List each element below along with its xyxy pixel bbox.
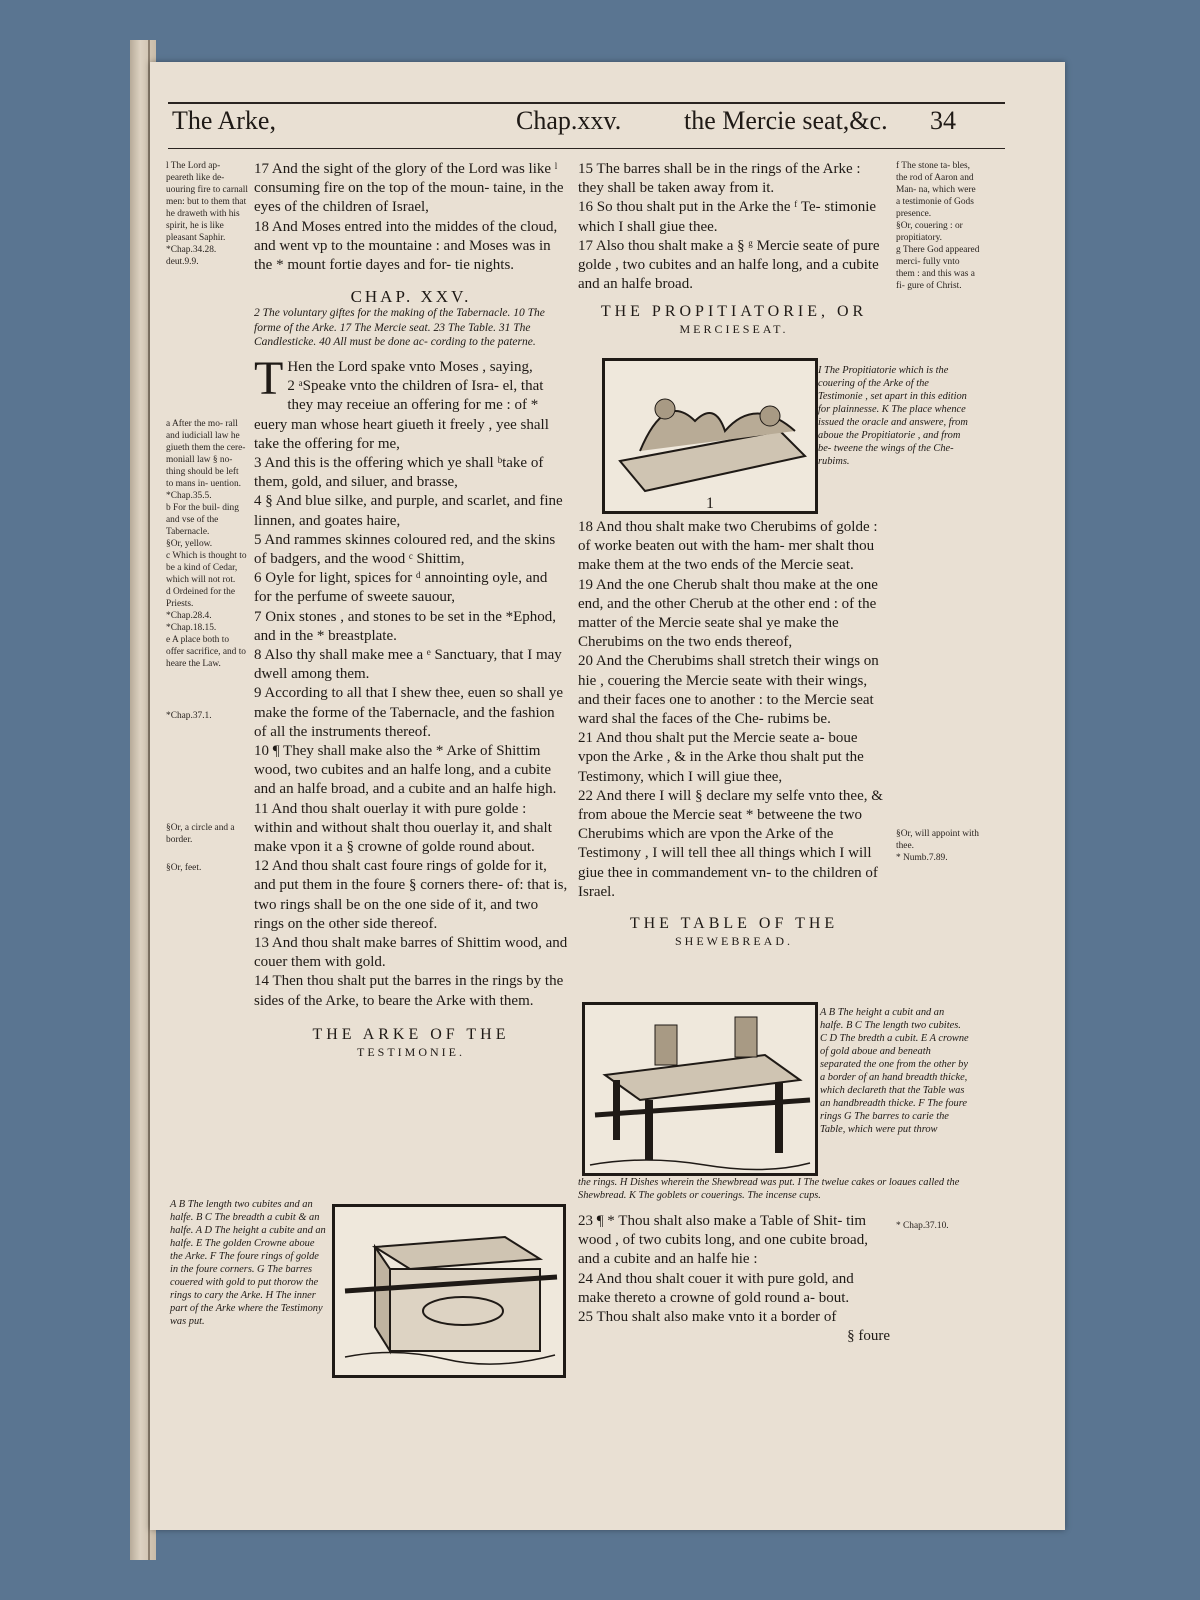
verse: 20 And the Cherubims shall stretch their wings on hie , couering the Mercie seate with their wings, and their faces one to another : to the Mercie seat ward shal the faces of the Che- rubims be. [578, 653, 879, 728]
left-column [254, 160, 568, 1059]
verse: 17 Also thou shalt make a § ᵍ Mercie seate of pure golde , two cubites and an halfe long, and a cubite and an halfe broad. [578, 237, 880, 293]
margin-note: *Chap.28.4. [166, 611, 212, 621]
verse: 23 ¶ * Thou shalt also make a Table of Shit- tim wood , of two cubits long, and one cubite broad, and a cubite and an halfe hie : [578, 1213, 868, 1268]
margin-note: *Chap.35.5. [166, 491, 212, 501]
running-head-chapter: Chap.xxv. [516, 106, 622, 135]
verse: 18 And Moses entred into the middes of the cloud, and went vp to the mountaine : and Moses was in the * mount fortie dayes and for- tie nights. [254, 218, 558, 274]
right-column-continued [578, 518, 890, 948]
margin-note: §Or, will appoint with thee. [896, 829, 979, 851]
arke-woodcut [332, 1204, 566, 1378]
book-page [150, 62, 1065, 1530]
margin-note: §Or, feet. [166, 863, 202, 873]
verse: 9 According to all that I shew thee, euen so shall ye make the forme of the Tabernacle, and the fashion of all the instruments thereof. [254, 685, 564, 740]
verse: 2 ᵃSpeake vnto the children of Isra- el, that they may receiue an offering for me : of * euery man whose heart giueth it freely , yee shall take the offering for me, [254, 378, 549, 452]
margin-note: * Numb.7.89. [896, 853, 948, 863]
verse: 16 So thou shalt put in the Arke the ᶠ Te- stimonie which I shall giue thee. [578, 199, 877, 235]
header-rule-top [168, 102, 1005, 104]
table-caption: A B The height a cubit and an halfe. B C The length two cubites. C D The bredth a cubit. E A crowne of gold aboue and beneath separated the one from the other by a border of an hand breadth thicke, which declareth that the Table was an handbreadth thicke. F The foure rings G The barres to carie the Table, which were put throw [820, 1007, 969, 1135]
verse: 11 And thou shalt ouerlay it with pure golde : within and without shalt thou ouerlay it, and shalt make vpon it a § crowne of golde round about. [254, 800, 552, 855]
margin-note: §Or, a circle and a border. [166, 823, 235, 845]
figure-label: 1 [706, 495, 714, 512]
folio-number: 34 [930, 106, 956, 135]
arke-caption: A B The length two cubites and an halfe. B C The breadth a cubit & an halfe. A D The height a cubite and an halfe. E The golden Crowne aboue the Arke. F The foure rings of golde in the foure corners. G The barres couered with gold to put thorow the rings to cary the Arke. H The inner part of the Arke where the Testimony was put. [170, 1199, 326, 1327]
margin-note: §Or, couering : or propitiatory. [896, 221, 963, 243]
verse: 18 And thou shalt make two Cherubims of golde : of worke beaten out with the ham- mer shalt thou make them at the two ends of the Mercie seat. [578, 519, 878, 574]
verse: 21 And thou shalt put the Mercie seate a- boue vpon the Arke , & in the Arke thou shalt put the Testimony, which I will giue thee, [578, 730, 864, 785]
verse: Hen the Lord spake vnto Moses , saying, [287, 358, 533, 375]
right-column [578, 160, 890, 336]
running-head-right: the Mercie seat,&c. [684, 106, 888, 135]
header-rule-bottom [168, 148, 1005, 149]
shewbread-table-illustration [585, 1005, 815, 1173]
figure-title: THE PROPITIATORIE, OR [600, 303, 868, 321]
margin-note: *Chap.37.1. [166, 711, 212, 721]
figure-subtitle: MERCIESEAT. [679, 322, 789, 337]
verse: 25 Thou shalt also make vnto it a border of [578, 1309, 837, 1326]
verse: 15 The barres shall be in the rings of the Arke : they shall be taken away from it. [578, 161, 861, 197]
verse: 24 And thou shalt couer it with pure gold, and make thereto a crowne of gold round a- bout. [578, 1270, 854, 1306]
verse: 12 And thou shalt cast foure rings of golde for it, and put them in the foure § corners there- of: that is, two rings shall be on the one side of it, and two rings on the other side thereof. [254, 858, 568, 932]
right-margin-ref: * Chap.37.10. [896, 1221, 949, 1231]
margin-note: e A place both to offer sacrifice, and to heare the Law. [166, 635, 246, 669]
table-caption-tail: the rings. H Dishes wherein the Shewbread was put. I The twelue cakes or loaues called the Shewbread. K The goblets or couerings. The incense cups. [578, 1177, 960, 1201]
figure-subtitle: SHEWEBREAD. [675, 934, 793, 949]
verse: 13 And thou shalt make barres of Shittim wood, and couer them with gold. [254, 935, 568, 971]
verse: 19 And the one Cherub shalt thou make at the one end, and the other Cherub at the other end : of the matter of the Mercie seate shal ye make the Cherubims on the two ends thereof, [578, 576, 878, 651]
margin-note: f The stone ta- bles, the rod of Aaron and Man- na, which were a testimonie of Gods presence. [896, 161, 976, 219]
verse: 3 And this is the offering which ye shall ᵇtake of them, gold, and siluer, and brasse, [254, 454, 544, 491]
margin-note: a After the mo- rall and iudiciall law he giueth them the cere- moniall law § no- thing should be left to mans in- uention. [166, 419, 246, 489]
left-margin-notes [166, 160, 248, 874]
propitiatorie-woodcut [602, 358, 818, 514]
verse: 8 Also thy shall make mee a ᵉ Sanctuary, that I may dwell among them. [254, 646, 562, 683]
chapter-heading: CHAP. XXV. [350, 287, 472, 307]
verse: 10 ¶ They shall make also the * Arke of Shittim wood, two cubites and an halfe long, and a cubite and an halfe broad, and a cubite and an halfe high. [254, 742, 557, 798]
margin-note: g There God appeared merci- fully vnto them : and this was a fi- gure of Christ. [896, 245, 980, 291]
margin-note: *Chap.34.28. deut.9.9. [166, 245, 217, 267]
catchword: § foure [847, 1328, 890, 1345]
margin-note: l The Lord ap- peareth like de- uouring fire to carnall men: but to them that he draweth with his spirit, he is like pleasant Saphir. [166, 161, 248, 243]
figure-title: THE ARKE OF THE [312, 1025, 510, 1043]
propitiatorie-caption: I The Propitiatorie which is the couering of the Arke of the Testimonie , set apart in this edition for plainnesse. K The place whence issued the oracle and answere, from aboue the Propitiatorie , and from be- tweene the wings of the Che- rubims. [818, 365, 968, 467]
mercie-seat-illustration [605, 361, 815, 511]
margin-note: d Ordeined for the Priests. [166, 587, 235, 609]
right-margin-notes-mid [896, 828, 980, 864]
figure-title: THE TABLE OF THE [629, 915, 839, 933]
margin-note: *Chap.18.15. [166, 623, 217, 633]
verse: 4 § And blue silke, and purple, and scarlet, and fine linnen, and goates haire, [254, 493, 563, 529]
margin-note: §Or, yellow. [166, 539, 213, 549]
arke-illustration [335, 1207, 563, 1375]
running-head [164, 106, 1005, 144]
drop-cap: T [254, 351, 284, 405]
table-woodcut [582, 1002, 818, 1176]
chapter-summary: 2 The voluntary giftes for the making of the Tabernacle. 10 The forme of the Arke. 17 The Mercie seat. 23 The Table. 31 The Candlesticke. 40 All must be done ac- cording to the paterne. [254, 307, 545, 349]
right-margin-notes [896, 160, 980, 292]
verse: 17 And the sight of the glory of the Lord was like ˡ consuming fire on the top of the moun- taine, in the eyes of the children of Israel, [254, 161, 564, 216]
running-head-left: The Arke, [172, 106, 276, 135]
verse: 7 Onix stones , and stones to be set in the *Ephod, and in the * breastplate. [254, 608, 557, 644]
verse: 14 Then thou shalt put the barres in the rings by the sides of the Arke, to beare the Arke with them. [254, 973, 564, 1009]
margin-note: b For the buil- ding and vse of the Tabernacle. [166, 503, 239, 537]
verse: 22 And there I will § declare my selfe vnto thee, & from aboue the Mercie seat * betweene the two Cherubims which are vpon the Arke of the Testimony , I will tell thee all things which I will giue thee in commandement vn- to the children of Israel. [578, 787, 883, 900]
verse: 5 And rammes skinnes coloured red, and the skins of badgers, and the wood ᶜ Shittim, [254, 531, 556, 567]
margin-note: c Which is thought to be a kind of Cedar, which will not rot. [166, 551, 247, 585]
verse: 6 Oyle for light, spices for ᵈ annointing oyle, and for the perfume of sweete sauour, [254, 570, 548, 606]
right-column-final [578, 1212, 890, 1346]
figure-subtitle: TESTIMONIE. [357, 1044, 465, 1059]
